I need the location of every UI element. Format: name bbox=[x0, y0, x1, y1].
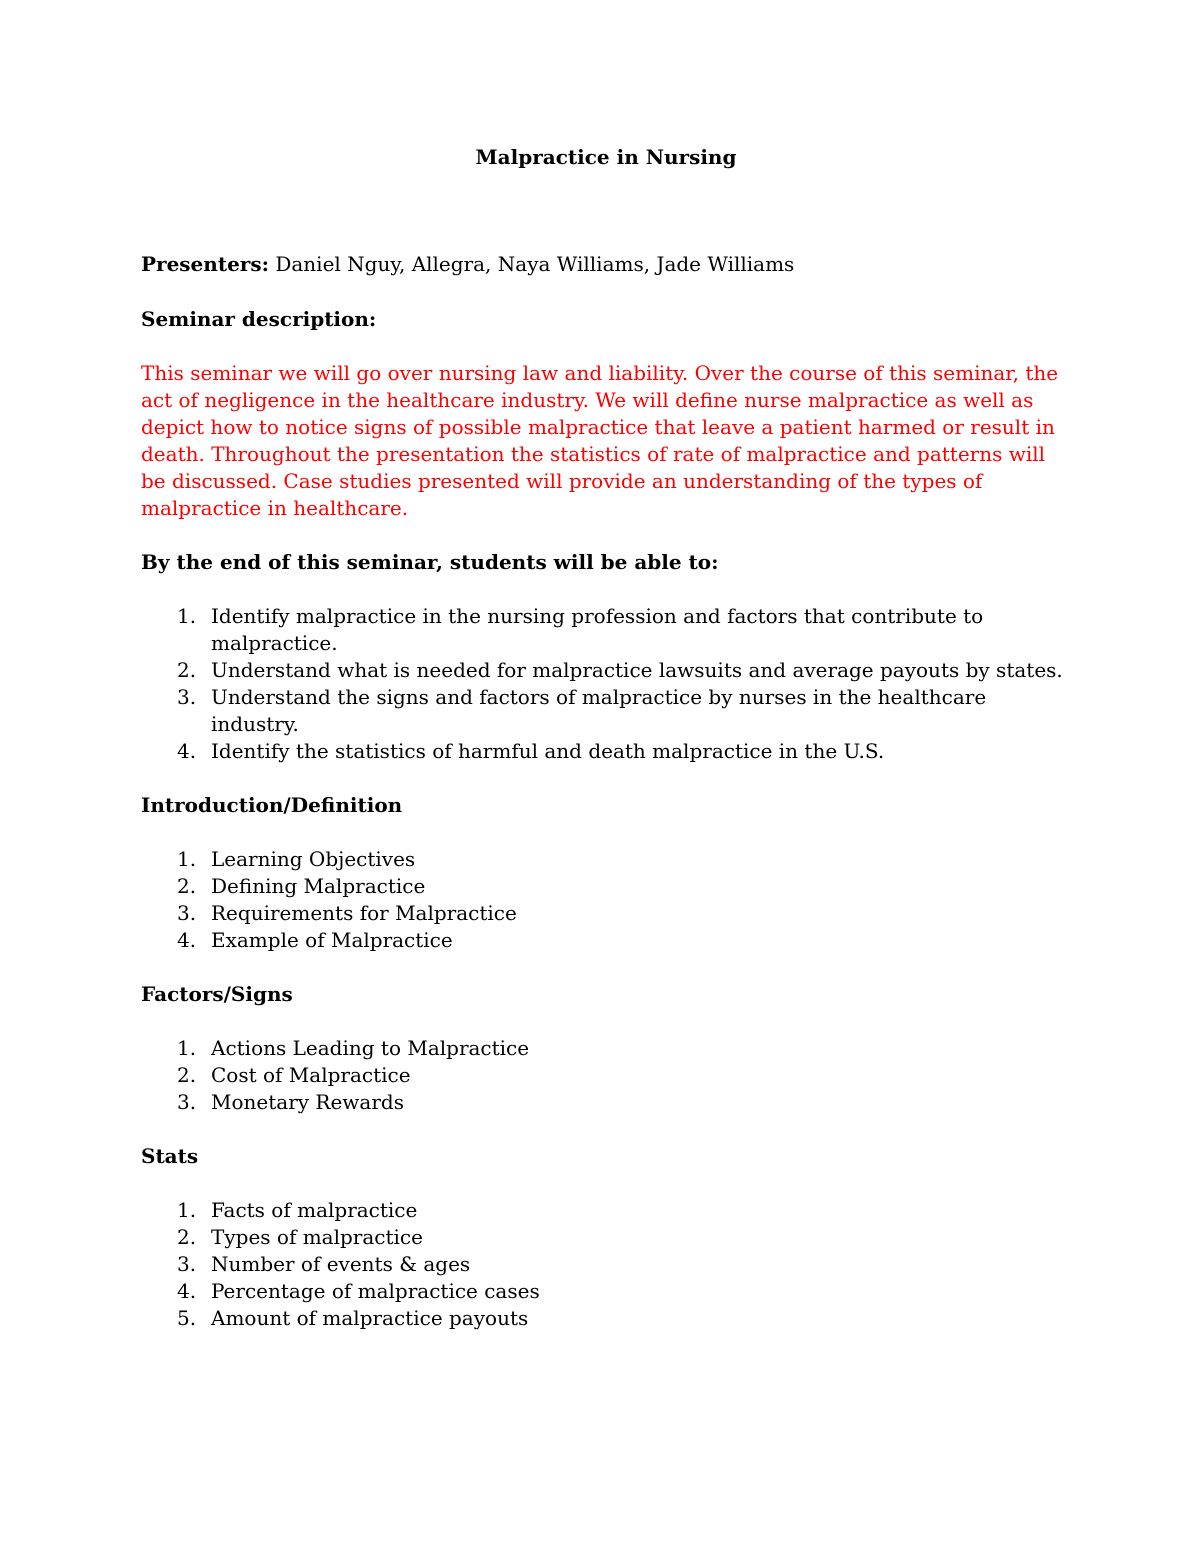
list-item bbox=[141, 1251, 1071, 1278]
list-item-text: Defining Malpractice bbox=[211, 874, 426, 898]
list-item-text: Percentage of malpractice cases bbox=[211, 1279, 540, 1303]
list-item-text: Identify malpractice in the nursing profession and factors that contribute to malpractice. bbox=[211, 604, 984, 655]
list-item bbox=[141, 1197, 1071, 1224]
factors-heading: Factors/Signs bbox=[141, 982, 293, 1006]
introduction-list bbox=[141, 846, 1071, 954]
list-item bbox=[141, 900, 1071, 927]
list-item bbox=[141, 1089, 1071, 1116]
list-item-number: 4. bbox=[177, 928, 197, 952]
document-body bbox=[141, 141, 1071, 1332]
list-item-number: 1. bbox=[177, 1198, 197, 1222]
list-item-number: 3. bbox=[177, 901, 197, 925]
list-item-text: Cost of Malpractice bbox=[211, 1063, 411, 1087]
list-item bbox=[141, 846, 1071, 873]
list-item-text: Actions Leading to Malpractice bbox=[211, 1036, 530, 1060]
list-item bbox=[141, 603, 1071, 657]
list-item bbox=[141, 1035, 1071, 1062]
presenters-line bbox=[141, 251, 1071, 278]
list-item bbox=[141, 684, 1071, 738]
objectives-heading: By the end of this seminar, students will be able to: bbox=[141, 550, 719, 574]
stats-list bbox=[141, 1197, 1071, 1332]
list-item bbox=[141, 1305, 1071, 1332]
list-item bbox=[141, 738, 1071, 765]
list-item-text: Number of events & ages bbox=[211, 1252, 471, 1276]
list-item-number: 4. bbox=[177, 1279, 197, 1303]
presenters-names: Daniel Nguy, Allegra, Naya Williams, Jade Williams bbox=[275, 252, 795, 276]
list-item-text: Understand what is needed for malpractice lawsuits and average payouts by states. bbox=[211, 658, 1063, 682]
list-item-number: 3. bbox=[177, 685, 197, 709]
list-item bbox=[141, 927, 1071, 954]
list-item-text: Amount of malpractice payouts bbox=[211, 1306, 529, 1330]
seminar-description-heading: Seminar description: bbox=[141, 307, 377, 331]
list-item-number: 4. bbox=[177, 739, 197, 763]
list-item-text: Types of malpractice bbox=[211, 1225, 423, 1249]
list-item-number: 3. bbox=[177, 1090, 197, 1114]
document-title: Malpractice in Nursing bbox=[475, 145, 737, 169]
list-item-text: Identify the statistics of harmful and death malpractice in the U.S. bbox=[211, 739, 885, 763]
list-item-text: Understand the signs and factors of malpractice by nurses in the healthcare industry. bbox=[211, 685, 987, 736]
list-item-text: Facts of malpractice bbox=[211, 1198, 418, 1222]
list-item-number: 2. bbox=[177, 1225, 197, 1249]
list-item bbox=[141, 1224, 1071, 1251]
list-item bbox=[141, 1278, 1071, 1305]
list-item bbox=[141, 873, 1071, 900]
list-item-text: Requirements for Malpractice bbox=[211, 901, 517, 925]
list-item-number: 1. bbox=[177, 1036, 197, 1060]
list-item-number: 2. bbox=[177, 1063, 197, 1087]
list-item bbox=[141, 1062, 1071, 1089]
list-item-text: Example of Malpractice bbox=[211, 928, 453, 952]
list-item-number: 1. bbox=[177, 604, 197, 628]
list-item-text: Learning Objectives bbox=[211, 847, 416, 871]
list-item-number: 2. bbox=[177, 658, 197, 682]
list-item-number: 5. bbox=[177, 1306, 197, 1330]
list-item-number: 3. bbox=[177, 1252, 197, 1276]
presenters-label: Presenters: bbox=[141, 252, 269, 276]
seminar-description-text: This seminar we will go over nursing law and liability. Over the course of this seminar, the act of negligence in the healthcare industry. We will define nurse malpractice as well as depict how to notice signs of possible malpractice that leave a patient harmed or result in death. Throughout the presentation the statistics of rate of malpractice and patterns will be discussed. Case studies presented will provide an understanding of the types of malpractice in healthcare. bbox=[141, 361, 1059, 520]
list-item bbox=[141, 657, 1071, 684]
list-item-number: 2. bbox=[177, 874, 197, 898]
list-item-number: 1. bbox=[177, 847, 197, 871]
introduction-heading: Introduction/Definition bbox=[141, 793, 403, 817]
factors-list bbox=[141, 1035, 1071, 1116]
objectives-list bbox=[141, 603, 1071, 765]
list-item-text: Monetary Rewards bbox=[211, 1090, 404, 1114]
stats-heading: Stats bbox=[141, 1144, 199, 1168]
